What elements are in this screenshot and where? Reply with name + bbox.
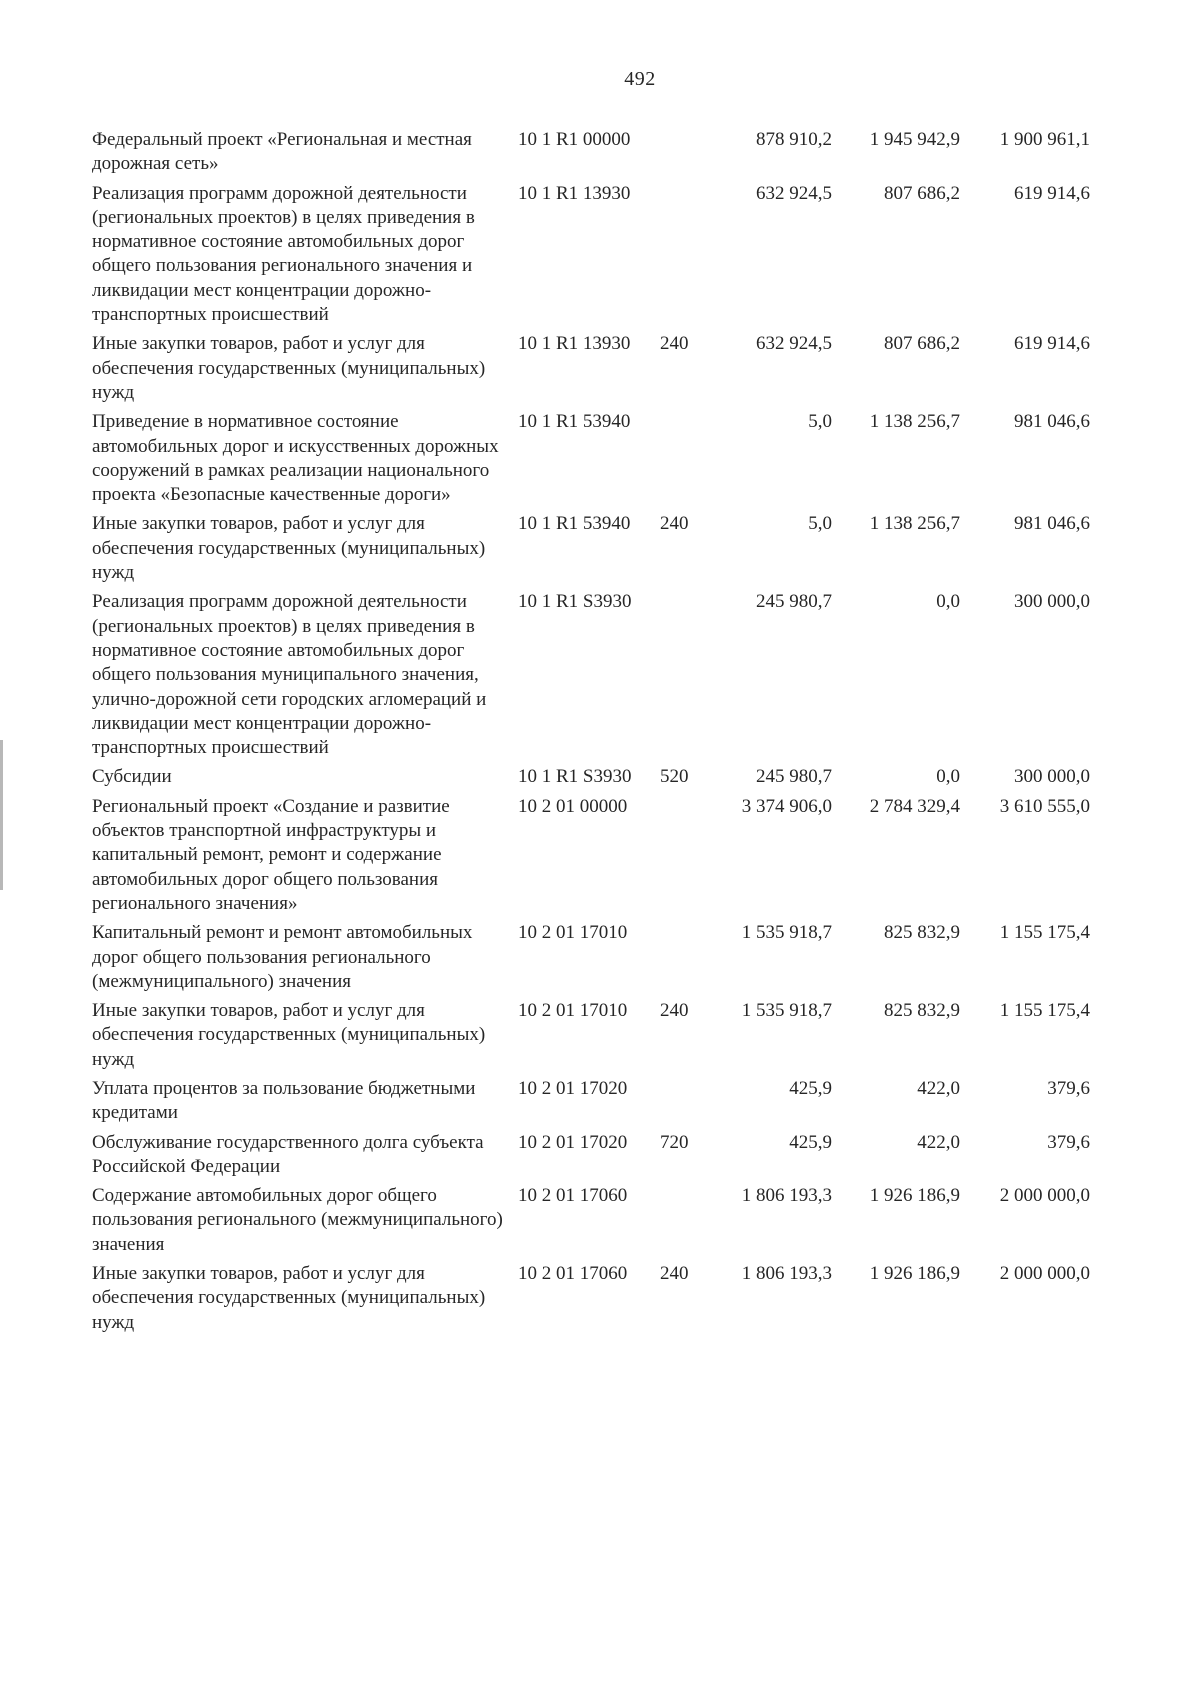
page-number: 492 bbox=[624, 68, 656, 90]
amount-year-2: 825 832,9 bbox=[884, 1000, 960, 1022]
expense-type-code: 520 bbox=[660, 766, 689, 788]
amount-year-1: 1 535 918,7 bbox=[741, 922, 832, 944]
amount-year-2: 807 686,2 bbox=[884, 333, 960, 355]
amount-year-3: 1 155 175,4 bbox=[999, 1000, 1090, 1022]
expense-name: Иные закупки товаров, работ и услуг для обеспечения государственных (муниципальных) нужд bbox=[92, 1263, 486, 1333]
expense-type-code: 240 bbox=[660, 513, 689, 535]
amount-year-3: 300 000,0 bbox=[1014, 766, 1090, 788]
expense-type-code: 240 bbox=[660, 1000, 689, 1022]
amount-year-2: 1 138 256,7 bbox=[869, 411, 960, 433]
target-article-code: 10 1 R1 53940 bbox=[518, 513, 631, 535]
amount-year-1: 5,0 bbox=[808, 411, 832, 433]
amount-year-3: 619 914,6 bbox=[1014, 333, 1090, 355]
target-article-code: 10 1 R1 00000 bbox=[518, 129, 631, 150]
target-article-code: 10 2 01 00000 bbox=[518, 795, 628, 817]
amount-year-2: 1 926 186,9 bbox=[869, 1185, 960, 1207]
amount-year-3: 3 610 555,0 bbox=[999, 795, 1090, 817]
amount-year-1: 1 806 193,3 bbox=[741, 1185, 832, 1207]
amount-year-1: 245 980,7 bbox=[756, 591, 832, 613]
amount-year-3: 2 000 000,0 bbox=[999, 1263, 1090, 1285]
expense-name: Иные закупки товаров, работ и услуг для обеспечения государственных (муниципальных) нужд bbox=[92, 333, 486, 403]
amount-year-3: 2 000 000,0 bbox=[999, 1185, 1090, 1207]
amount-year-2: 422,0 bbox=[917, 1077, 960, 1099]
target-article-code: 10 1 R1 13930 bbox=[518, 182, 631, 204]
target-article-code: 10 2 01 17010 bbox=[518, 922, 628, 944]
amount-year-2: 807 686,2 bbox=[884, 182, 960, 204]
expense-name: Региональный проект «Создание и развитие объектов транспортной инфраструктуры и капитальный ремонт, ремонт и содержание автомобильных дорог общего пользования регионального значения» bbox=[92, 795, 450, 914]
target-article-code: 10 2 01 17010 bbox=[518, 1000, 628, 1022]
amount-year-3: 1 900 961,1 bbox=[999, 129, 1090, 150]
expense-type-code: 240 bbox=[660, 1263, 689, 1285]
table-row bbox=[92, 1077, 1184, 1126]
target-article-code: 10 1 R1 S3930 bbox=[518, 766, 632, 788]
scan-margin-mark bbox=[0, 740, 3, 890]
amount-year-1: 5,0 bbox=[808, 513, 832, 535]
budget-table bbox=[92, 128, 1184, 1340]
amount-year-3: 379,6 bbox=[1047, 1131, 1090, 1153]
expense-name: Субсидии bbox=[92, 766, 172, 788]
expense-name: Содержание автомобильных дорог общего пользования регионального (межмуниципального) значения bbox=[92, 1185, 503, 1255]
amount-year-1: 632 924,5 bbox=[756, 333, 832, 355]
amount-year-2: 422,0 bbox=[917, 1131, 960, 1153]
table-row bbox=[92, 512, 1184, 585]
amount-year-1: 245 980,7 bbox=[756, 766, 832, 788]
amount-year-1: 425,9 bbox=[789, 1131, 832, 1153]
table-row bbox=[92, 999, 1184, 1072]
amount-year-2: 0,0 bbox=[936, 591, 960, 613]
target-article-code: 10 1 R1 53940 bbox=[518, 411, 631, 433]
table-row bbox=[92, 332, 1184, 405]
amount-year-2: 825 832,9 bbox=[884, 922, 960, 944]
expense-name: Иные закупки товаров, работ и услуг для обеспечения государственных (муниципальных) нужд bbox=[92, 1000, 486, 1070]
target-article-code: 10 2 01 17060 bbox=[518, 1263, 628, 1285]
expense-name: Капитальный ремонт и ремонт автомобильных дорог общего пользования регионального (межмуниципального) значения bbox=[92, 922, 473, 992]
amount-year-3: 981 046,6 bbox=[1014, 411, 1090, 433]
target-article-code: 10 1 R1 S3930 bbox=[518, 591, 632, 613]
amount-year-2: 0,0 bbox=[936, 766, 960, 788]
amount-year-1: 1 535 918,7 bbox=[741, 1000, 832, 1022]
amount-year-2: 2 784 329,4 bbox=[869, 795, 960, 817]
amount-year-3: 619 914,6 bbox=[1014, 182, 1090, 204]
amount-year-1: 1 806 193,3 bbox=[741, 1263, 832, 1285]
amount-year-2: 1 945 942,9 bbox=[869, 129, 960, 150]
amount-year-3: 300 000,0 bbox=[1014, 591, 1090, 613]
table-row bbox=[92, 1131, 1184, 1180]
expense-type-code: 240 bbox=[660, 333, 689, 355]
expense-name: Обслуживание государственного долга субъекта Российской Федерации bbox=[92, 1131, 484, 1177]
amount-year-3: 1 155 175,4 bbox=[999, 922, 1090, 944]
amount-year-1: 878 910,2 bbox=[756, 129, 832, 150]
amount-year-2: 1 926 186,9 bbox=[869, 1263, 960, 1285]
table-row bbox=[92, 410, 1184, 507]
table-row bbox=[92, 128, 1184, 177]
target-article-code: 10 2 01 17060 bbox=[518, 1185, 628, 1207]
amount-year-2: 1 138 256,7 bbox=[869, 513, 960, 535]
expense-name: Иные закупки товаров, работ и услуг для обеспечения государственных (муниципальных) нужд bbox=[92, 513, 486, 584]
target-article-code: 10 2 01 17020 bbox=[518, 1077, 628, 1099]
table-row bbox=[92, 795, 1184, 916]
expense-name: Федеральный проект «Региональная и местная дорожная сеть» bbox=[92, 129, 472, 175]
target-article-code: 10 2 01 17020 bbox=[518, 1131, 628, 1153]
table-row bbox=[92, 590, 1184, 760]
amount-year-1: 425,9 bbox=[789, 1077, 832, 1099]
table-row bbox=[92, 921, 1184, 994]
expense-name: Уплата процентов за пользование бюджетными кредитами bbox=[92, 1077, 476, 1124]
table-row bbox=[92, 765, 1184, 789]
expense-name: Приведение в нормативное состояние автомобильных дорог и искусственных дорожных сооружений в рамках реализации национального проекта «Безопасные качественные дороги» bbox=[92, 411, 499, 506]
expense-type-code: 720 bbox=[660, 1131, 689, 1153]
expense-name: Реализация программ дорожной деятельности (региональных проектов) в целях приведения в нормативное состояние автомобильных дорог общего пользования регионального значения и ликвидации мест концентрации дорожно-транспортных происшествий bbox=[92, 182, 475, 326]
amount-year-3: 981 046,6 bbox=[1014, 513, 1090, 535]
amount-year-1: 3 374 906,0 bbox=[741, 795, 832, 817]
expense-name: Реализация программ дорожной деятельности (региональных проектов) в целях приведения в нормативное состояние автомобильных дорог общего пользования муниципального значения, улично-дорожной сети городских агломераций и ликвидации мест концентрации дорожно-транспортных происшествий bbox=[92, 591, 487, 759]
amount-year-1: 632 924,5 bbox=[756, 182, 832, 204]
target-article-code: 10 1 R1 13930 bbox=[518, 333, 631, 355]
table-row bbox=[92, 1184, 1184, 1257]
table-row bbox=[92, 1262, 1184, 1335]
table-row bbox=[92, 182, 1184, 328]
amount-year-3: 379,6 bbox=[1047, 1077, 1090, 1099]
